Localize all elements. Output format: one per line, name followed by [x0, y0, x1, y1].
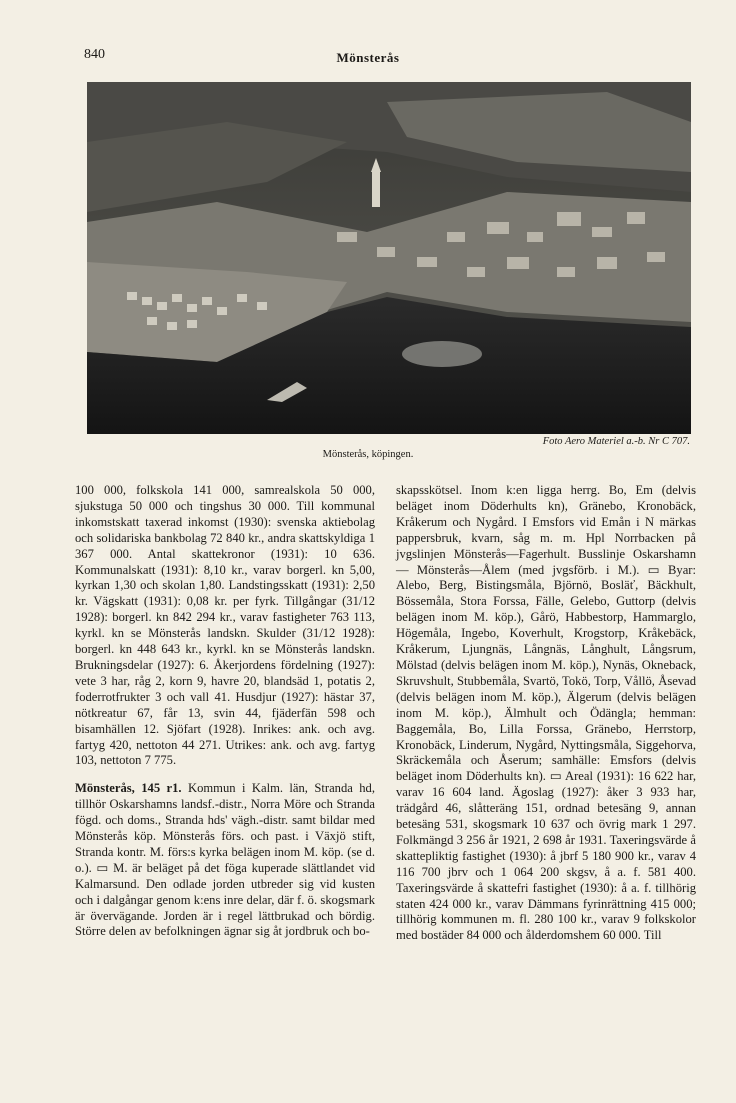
entry-text: Kommun i Kalm. län, Stranda hd, tillhör Oskarshamns landsf.-distr., Norra Möre och Stranda fögd. och doms., Stranda hds' vägh.-distr. samt bildar med Mönsterås köp. Mönsterås förs. och past. i Växjö stift, Stranda kontr. M. förs:s kyrka belägen inom M. köp. (se d. o.). ▭ M. är beläget på det föga kuperade slättlandet vid Kalmarsund. Den odlade jorden utbreder sig vid kusten och i dalgångar genom k:ens inre delar, där f. ö. skogsmark är övervägande. Jorden är i regel lättbrukad och bördig. Större delen av befolkningen ägnar sig åt jordbruk och bo- [75, 781, 375, 939]
right-column [396, 483, 696, 944]
photo-caption: Mönsterås, köpingen. [322, 449, 414, 460]
body-paragraph: skapsskötsel. Inom k:en ligga herrg. Bo, Em (delvis beläget inom Döderhults kn), Gränebo, Kronobäck, Kråkerum och Nygård. I Emsfors vid Emån i N märkas pappersbruk, kvarn, såg m. m. Hpl Norrbacken på jvgslinjen Mönsterås—Fagerhult. Busslinje Oskarshamn — Mönsterås—Ålem (med jvgsförb. i M.). ▭ Byar: Alebo, Berg, Bistingsmåla, Björnö, Bosläť, Bäckhult, Bössemåla, Stora Forssa, Fälle, Gelebo, Guttorp (delvis belägen inom M. köp.), Gårö, Habbestorp, Hammarglo, Högemåla, Ingebo, Koverhult, Krogstorp, Kråkebäck, Kråkerum, Ljungnäs, Långnäs, Långhult, Långsrum, Mölstad (delvis belägen inom M. köp.), Nynäs, Okneback, Skruvshult, Stubbemåla, Svartö, Tokö, Torp, Vållö, Åsevad (delvis belägen inom M. köp.), Älgerum (delvis belägen inom M. köp.), Älmhult och Ödängla; hemman: Baggemåla, Bo, Lilla Forssa, Gränebo, Herrstorp, Kronobäck, Linderum, Nygård, Nyttingsmåla, Siggehorva, Skräckemåla och Åserum; samhälle: Emsfors (delvis beläget inom Döderhults kn). ▭ Areal (1931): 16 622 har, varav 16 604 land. Ägoslag (1927): åker 3 933 har, trädgård 46, slåtteräng 151, ordnad betesäng 9, annan betesäng 531, skogsmark 10 637 och övrig mark 1 297. Folkmängd 3 256 år 1921, 2 698 år 1931. Taxeringsvärde å skattepliktig fastighet (1930): å jbrf 5 180 900 kr., varav 4 116 700 jbrv och 1 064 200 skgsv, å a. f. 581 400. Taxeringsvärde å skattefri fastighet (1930): å a. f. tillhörig staten 424 000 kr., varav Dämmans fyrinrättning 415 000; tillhörig kommunen m. fl. 280 100 kr., varav 9 folkskolor med bostäder 84 000 och ålderdomshem 60 000. Till [396, 483, 696, 943]
photo-credit: Foto Aero Materiel a.-b. Nr C 707. [542, 436, 690, 447]
encyclopedia-entry [75, 781, 375, 940]
body-paragraph: 100 000, folkskola 141 000, samrealskola 50 000, sjukstuga 50 000 och tingshus 30 000. Till kommunal inkomstskatt taxerad inkomst (1930): svenska aktiebolag och solidariska bankbolag 72 840 kr., andra skattskyldiga 1 367 000. Antal skattekronor (1931): 10 636. Kommunalskatt (1931): 8,10 kr., varav borgerl. kn 5,00, kyrkan 1,30 och skolan 1,80. Landstingsskatt (1931): 2,50 kr. Vägskatt (1931): 0,08 kr. per fyrk. Tillgångar (31/12 1928): borgerl. kn 842 294 kr., varav fastigheter 763 113, kyrkl. kn se Mönsterås landskn. Skulder (31/12 1928): borgerl. kn 448 643 kr., kyrkl. kn se Mönsterås landskn. Brukningsdelar (1927): 6. Åkerjordens fördelning (1927): vete 3 har, råg 2, korn 9, havre 20, blandsäd 1, potatis 2, foderrotfrukter 3 och vall 41. Husdjur (1927): hästar 37, nötkreatur 67, får 13, svin 44, fjäderfän 598 och bisamhällen 12. Sjöfart (1928). Inrikes: ank. och avg. fartyg 420, nettoton 44 271. Utrikes: ank. och avg. fartyg 103, nettoton 7 775. [75, 483, 375, 768]
running-title: Mönsterås [336, 50, 400, 65]
entry-headword: Mönsterås, 145 r1. [75, 781, 182, 796]
left-column [75, 483, 375, 940]
aerial-photo [87, 82, 691, 434]
page-number: 840 [84, 47, 105, 62]
aerial-photo-illustration [87, 82, 691, 434]
